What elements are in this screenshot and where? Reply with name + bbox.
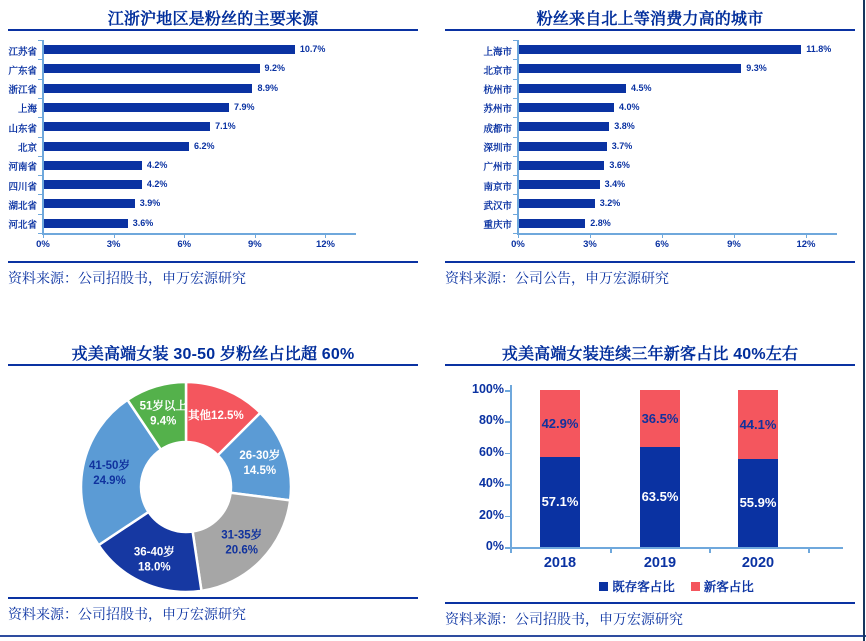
- y-tick-label: 0%: [485, 539, 504, 553]
- y-axis-tick: [513, 59, 517, 60]
- segment-value-label: 36.5%: [641, 410, 679, 426]
- x-tick-label: 12%: [315, 239, 335, 250]
- bar: [518, 84, 626, 93]
- bar: [43, 64, 260, 73]
- y-axis-tick: [38, 194, 42, 195]
- x-axis-tick: [662, 234, 663, 238]
- legend: [510, 577, 843, 595]
- y-axis-tick: [513, 117, 517, 118]
- bar-value-label: 7.9%: [233, 101, 255, 112]
- x-axis-tick: [709, 549, 711, 553]
- bar-value-label: 3.4%: [604, 179, 626, 190]
- bar-category-label: 山东省: [8, 123, 37, 135]
- bar-category-label: 南京市: [483, 181, 512, 193]
- x-axis-tick: [325, 234, 326, 238]
- bar-category-label: 成都市: [483, 123, 512, 135]
- page-right-edge-border: [863, 0, 865, 641]
- bar-value-label: 4.2%: [146, 179, 168, 190]
- y-tick-label: 80%: [478, 413, 504, 428]
- bar: [518, 180, 600, 189]
- y-axis-tick: [505, 453, 510, 455]
- y-axis-tick: [505, 484, 510, 486]
- bar-value-label: 4.2%: [146, 159, 168, 170]
- bar-category-label: 广东省: [8, 65, 37, 77]
- source-note: 资料来源：公司招股书，申万宏源研究: [8, 606, 246, 622]
- bar: [518, 103, 614, 112]
- x-axis: [42, 233, 356, 235]
- x-tick-label: 0%: [36, 239, 50, 250]
- bar-category-label: 四川省: [8, 181, 37, 193]
- bar-category-label: 北京市: [483, 65, 512, 77]
- source-divider: [8, 597, 418, 599]
- bar-value-label: 3.8%: [614, 121, 635, 132]
- x-axis-tick: [610, 549, 612, 553]
- y-axis-tick: [513, 98, 517, 99]
- source-note: 资料来源：公司招股书，申万宏源研究: [445, 611, 683, 627]
- source-note: 资料来源：公司公告，申万宏源研究: [445, 270, 669, 286]
- y-axis-tick: [513, 156, 517, 157]
- page-bottom-rule: [0, 635, 866, 637]
- bar-value-label: 11.8%: [806, 44, 832, 54]
- x-axis: [517, 233, 837, 235]
- y-axis-tick: [513, 194, 517, 195]
- bar: [518, 142, 607, 151]
- legend-label: 新客占比: [703, 580, 754, 594]
- bar-value-label: 3.6%: [132, 217, 154, 228]
- bar: [43, 219, 128, 228]
- bar-value-label: 9.3%: [746, 63, 767, 74]
- bar: [43, 103, 229, 112]
- customer-stacked-chart: [433, 335, 866, 641]
- y-axis-tick: [38, 156, 42, 157]
- donut-slice-label: 41-50岁 24.9%: [89, 459, 130, 487]
- bar: [43, 199, 135, 208]
- x-axis-tick: [518, 234, 519, 238]
- bar-value-label: 10.7%: [299, 44, 326, 54]
- bar-category-label: 河北省: [8, 220, 37, 232]
- bar: [43, 142, 189, 151]
- panel-fans-by-province: [0, 0, 433, 300]
- bar-category-label: 武汉市: [483, 200, 512, 212]
- bar: [518, 122, 609, 131]
- donut-slice-label: 51岁以上 9.4%: [139, 400, 187, 428]
- x-axis-tick: [806, 234, 807, 238]
- y-tick-label: 20%: [478, 507, 504, 522]
- y-axis-tick: [38, 214, 42, 215]
- bar-value-label: 3.7%: [611, 140, 633, 151]
- y-axis-tick: [513, 79, 517, 80]
- bar-value-label: 7.1%: [215, 121, 236, 132]
- donut-svg: [0, 371, 433, 599]
- bar-category-label: 上海: [17, 104, 37, 116]
- chart-title: 江浙沪地区是粉丝的主要来源: [107, 11, 319, 28]
- bar-value-label: 4.0%: [619, 101, 640, 112]
- x-tick-label: 3%: [106, 239, 121, 250]
- x-tick-label: 0%: [511, 239, 525, 250]
- source-note: 资料来源：公司招股书，申万宏源研究: [8, 270, 246, 286]
- donut-slice-label: 31-35岁 20.6%: [221, 529, 263, 557]
- bar-category-label: 杭州市: [483, 85, 512, 97]
- panel-fans-by-city: [433, 0, 866, 300]
- bar-value-label: 6.2%: [193, 140, 215, 151]
- legend-swatch: [691, 582, 700, 591]
- bar: [518, 219, 585, 228]
- bar-value-label: 3.6%: [609, 159, 630, 170]
- bar-category-label: 广州市: [483, 162, 512, 174]
- y-axis-tick: [513, 214, 517, 215]
- bar: [518, 161, 604, 170]
- bar-category-label: 河南省: [8, 162, 37, 174]
- panel-fans-age-donut: [0, 335, 433, 641]
- legend-swatch: [599, 582, 608, 591]
- x-category-label: 2019: [643, 555, 677, 571]
- source-divider: [8, 261, 418, 263]
- donut-slice: [193, 493, 291, 591]
- bar: [43, 84, 252, 93]
- bar-category-label: 上海市: [483, 46, 512, 58]
- x-tick-label: 9%: [727, 239, 741, 250]
- y-axis-tick: [38, 137, 42, 138]
- bar-value-label: 3.2%: [599, 198, 621, 209]
- x-axis-tick: [590, 234, 591, 238]
- x-axis-tick: [43, 234, 44, 238]
- y-tick-label: 100%: [472, 382, 504, 396]
- y-axis-tick: [38, 79, 42, 80]
- x-axis-tick: [510, 549, 512, 553]
- y-tick-label: 60%: [478, 444, 504, 459]
- x-axis-tick: [255, 234, 256, 238]
- x-axis-tick: [184, 234, 185, 238]
- bar-category-label: 湖北省: [8, 200, 37, 212]
- bar-value-label: 2.8%: [590, 217, 611, 228]
- bar: [43, 122, 210, 131]
- x-category-label: 2020: [741, 555, 775, 571]
- bar: [43, 161, 142, 170]
- x-axis: [510, 547, 843, 549]
- bar-value-label: 9.2%: [264, 63, 286, 74]
- bar-value-label: 3.9%: [139, 198, 161, 209]
- y-axis-tick: [513, 137, 517, 138]
- x-axis-tick: [114, 234, 115, 238]
- y-axis-tick: [513, 175, 517, 176]
- y-tick-label: 40%: [478, 476, 504, 491]
- source-divider: [445, 602, 855, 604]
- y-axis-tick: [505, 547, 510, 549]
- y-axis: [517, 40, 519, 233]
- x-axis-tick: [734, 234, 735, 238]
- bar: [43, 45, 295, 54]
- bar: [518, 64, 741, 73]
- y-axis-tick: [505, 516, 510, 518]
- bar-category-label: 重庆市: [483, 220, 512, 232]
- x-tick-label: 9%: [247, 239, 262, 250]
- bar-category-label: 浙江省: [8, 85, 37, 97]
- bar: [518, 199, 595, 208]
- segment-value-label: 44.1%: [739, 416, 777, 432]
- segment-value-label: 63.5%: [641, 489, 679, 505]
- source-divider: [445, 261, 855, 263]
- bar-category-label: 深圳市: [483, 143, 512, 154]
- y-axis-tick: [513, 40, 517, 41]
- x-category-label: 2018: [543, 555, 577, 571]
- legend-label: 既存客占比: [612, 580, 675, 594]
- y-axis-tick: [505, 421, 510, 423]
- y-axis: [510, 385, 512, 549]
- bar-category-label: 江苏省: [8, 46, 37, 58]
- bar-value-label: 4.5%: [631, 82, 652, 93]
- x-axis-tick: [808, 549, 810, 553]
- panel-new-customer-stacked: [433, 335, 866, 641]
- y-axis-tick: [38, 59, 42, 60]
- x-tick-label: 3%: [583, 239, 597, 250]
- bar-value-label: 8.9%: [257, 82, 278, 93]
- bar: [518, 45, 801, 54]
- donut-slice-label: 其他12.5%: [188, 409, 244, 422]
- y-axis: [42, 40, 44, 233]
- x-tick-label: 6%: [177, 239, 192, 250]
- y-axis-tick: [38, 98, 42, 99]
- donut-slice-label: 36-40岁 18.0%: [133, 546, 175, 574]
- y-axis-tick: [38, 175, 42, 176]
- donut-slice-label: 26-30岁 14.5%: [239, 449, 281, 477]
- chart-title: 戎美高端女装 30-50 岁粉丝占比超 60%: [71, 346, 355, 363]
- y-axis-tick: [38, 117, 42, 118]
- x-tick-label: 12%: [796, 239, 816, 250]
- chart-title: 粉丝来自北上等消费力高的城市: [536, 11, 764, 28]
- y-axis-tick: [38, 40, 42, 41]
- segment-value-label: 55.9%: [739, 495, 777, 511]
- bar-category-label: 苏州市: [483, 104, 512, 116]
- y-axis-tick: [505, 390, 510, 392]
- bar-category-label: 北京: [17, 143, 37, 154]
- legend-item: [691, 577, 754, 595]
- x-tick-label: 6%: [655, 239, 669, 250]
- age-donut-chart: [0, 335, 433, 641]
- segment-value-label: 42.9%: [541, 415, 579, 431]
- bar: [43, 180, 142, 189]
- legend-item: [599, 577, 675, 595]
- chart-title: 戎美高端女装连续三年新客占比 40%左右: [501, 346, 799, 363]
- segment-value-label: 57.1%: [541, 494, 579, 510]
